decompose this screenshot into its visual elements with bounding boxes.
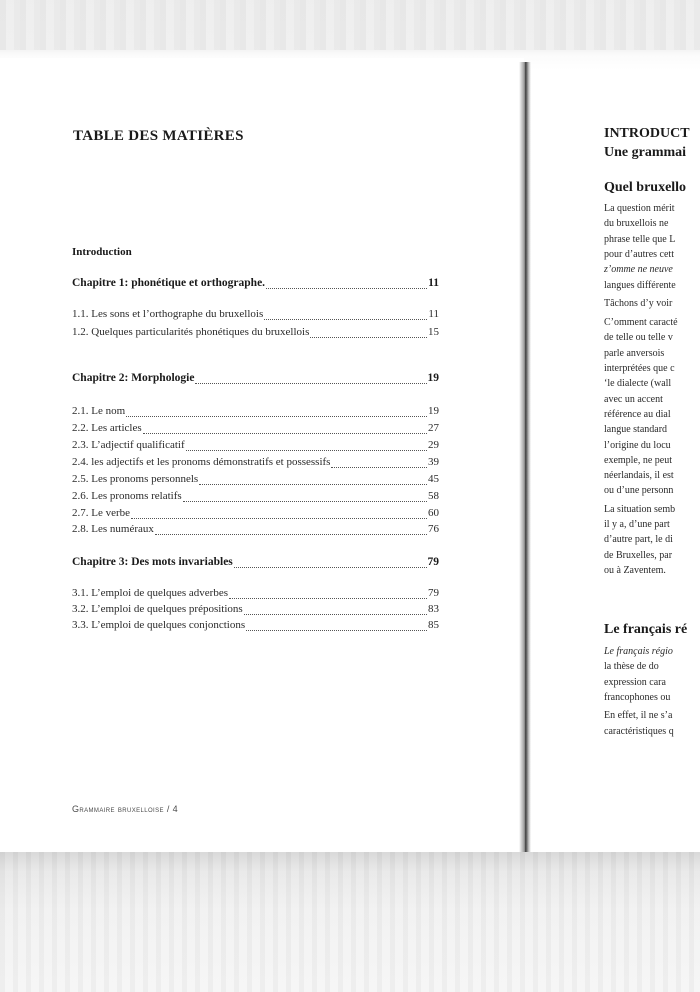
right-title-line1: INTRODUCT [604,126,690,141]
toc-page-number: 19 [428,405,439,417]
toc-leader-dots [234,566,427,568]
right-text-line: pour d’autres cett [604,248,674,260]
right-text-line: C’omment caracté [604,317,678,329]
toc-section-row [72,326,439,342]
right-heading-2: Le français ré [604,622,688,637]
toc-section-row [72,523,439,539]
toc-entry-label: 2.1. Le nom [72,405,126,417]
toc-chapter-row [72,372,439,388]
right-text-line: référence au dial [604,408,671,420]
toc-page-number: 85 [428,619,439,631]
toc-introduction: Introduction [72,246,132,258]
toc-page-number: 11 [428,277,439,289]
toc-entry-label: 2.2. Les articles [72,422,142,434]
scan-bottom-margin [0,852,700,992]
right-title-line2: Une grammai [604,145,687,160]
toc-leader-dots [143,432,427,434]
toc-leader-dots [131,517,427,519]
right-text-line: caractéristiques q [604,725,674,737]
toc-leader-dots [199,483,427,485]
toc-page-number: 79 [427,556,439,568]
right-text-line: néerlandais, il est [604,470,674,482]
book-gutter [519,62,531,854]
right-text-line: du bruxellois ne [604,218,669,230]
toc-leader-dots [266,287,427,289]
scan-top-margin [0,0,700,50]
toc-title: TABLE DES MATIÈRES [73,128,244,144]
toc-page-number: 45 [428,473,439,485]
right-text-line: langues différente [604,279,676,291]
toc-page-number: 58 [428,490,439,502]
right-text-line: La situation semb [604,503,676,515]
toc-section-row [72,422,439,438]
toc-leader-dots [229,597,427,599]
right-text-line: langue standard [604,424,668,436]
toc-leader-dots [155,533,427,535]
toc-entry-label: 1.2. Quelques particularités phonétiques du bruxellois [72,326,310,338]
toc-leader-dots [186,449,427,451]
toc-leader-dots [126,415,427,417]
toc-leader-dots [246,629,427,631]
toc-entry-label: 3.1. L’emploi de quelques adverbes [72,587,228,599]
right-text-line: avec un accent [604,393,663,405]
right-text-line: francophones ou [604,691,671,703]
toc-entry-label: 2.5. Les pronoms personnels [72,473,199,485]
right-text-line: de Bruxelles, par [604,549,673,561]
right-text-line: ou d’une personn [604,485,674,497]
toc-entry-label: 2.7. Le verbe [72,507,131,519]
right-text-line: La question mérit [604,203,675,214]
toc-section-row [72,619,439,635]
toc-entry-label: Chapitre 2: Morphologie [72,372,195,384]
toc-page-number: 83 [428,603,439,615]
toc-page-number: 39 [428,456,439,468]
toc-leader-dots [331,466,427,468]
toc-entry-label: 3.3. L’emploi de quelques conjonctions [72,619,246,631]
toc-page-number: 11 [428,308,439,320]
toc-page-number: 19 [427,372,439,384]
toc-section-row [72,473,439,489]
toc-page-number: 76 [428,523,439,535]
right-text-line: phrase telle que L [604,233,676,245]
toc-entry-label: 1.1. Les sons et l’orthographe du bruxellois [72,308,264,320]
toc-section-row [72,587,439,603]
toc-leader-dots [310,336,427,338]
toc-entry-label: 2.3. L’adjectif qualificatif [72,439,185,451]
right-text-line: En effet, il ne s’a [604,710,673,722]
toc-section-row [72,507,439,523]
right-text-line: expression cara [604,676,666,688]
right-text-line: Le français régio [604,646,673,657]
toc-page-number: 60 [428,507,439,519]
toc-page-number: 29 [428,439,439,451]
right-text-line: Tâchons d’y voir [604,297,673,309]
right-text-line: d’autre part, le di [604,534,673,546]
toc-section-row [72,439,439,455]
right-text-line: interprétées que c [604,363,675,374]
page-footer: Grammaire bruxelloise / 4 [72,804,179,814]
toc-leader-dots [264,318,427,320]
toc-entry-label: Chapitre 3: Des mots invariables [72,556,233,568]
toc-entry-label: 3.2. L’emploi de quelques prépositions [72,603,243,615]
right-text-line: de telle ou telle v [604,332,673,344]
toc-section-row [72,456,439,472]
toc-section-row [72,490,439,506]
right-text-line: ‘le dialecte (wall [604,378,672,390]
toc-section-row [72,405,439,421]
toc-entry-label: 2.4. les adjectifs et les pronoms démonstratifs et possessifs [72,456,331,468]
toc-leader-dots [195,382,426,384]
right-text-line: exemple, ne peut [604,454,673,466]
toc-entry-label: Chapitre 1: phonétique et orthographe. [72,277,266,289]
toc-entry-label: 2.8. Les numéraux [72,523,154,535]
toc-page-number: 79 [428,587,439,599]
right-text-line: parle anversois [604,347,665,359]
toc-leader-dots [244,613,427,615]
right-text-line: la thèse de do [604,661,659,673]
toc-leader-dots [183,500,427,502]
toc-section-row [72,308,439,324]
toc-page-number: 15 [428,326,439,338]
toc-page-number: 27 [428,422,439,434]
toc-section-row [72,603,439,619]
right-text-line: z’omme ne neuve [604,264,673,276]
toc-entry-label: 2.6. Les pronoms relatifs [72,490,182,502]
toc-chapter-row [72,277,439,293]
right-text-line: ou à Zaventem. [604,564,666,576]
right-heading-1: Quel bruxello [604,180,687,195]
right-text-line: il y a, d’une part [604,519,670,530]
toc-chapter-row [72,556,439,572]
right-text-line: l’origine du locu [604,439,671,451]
